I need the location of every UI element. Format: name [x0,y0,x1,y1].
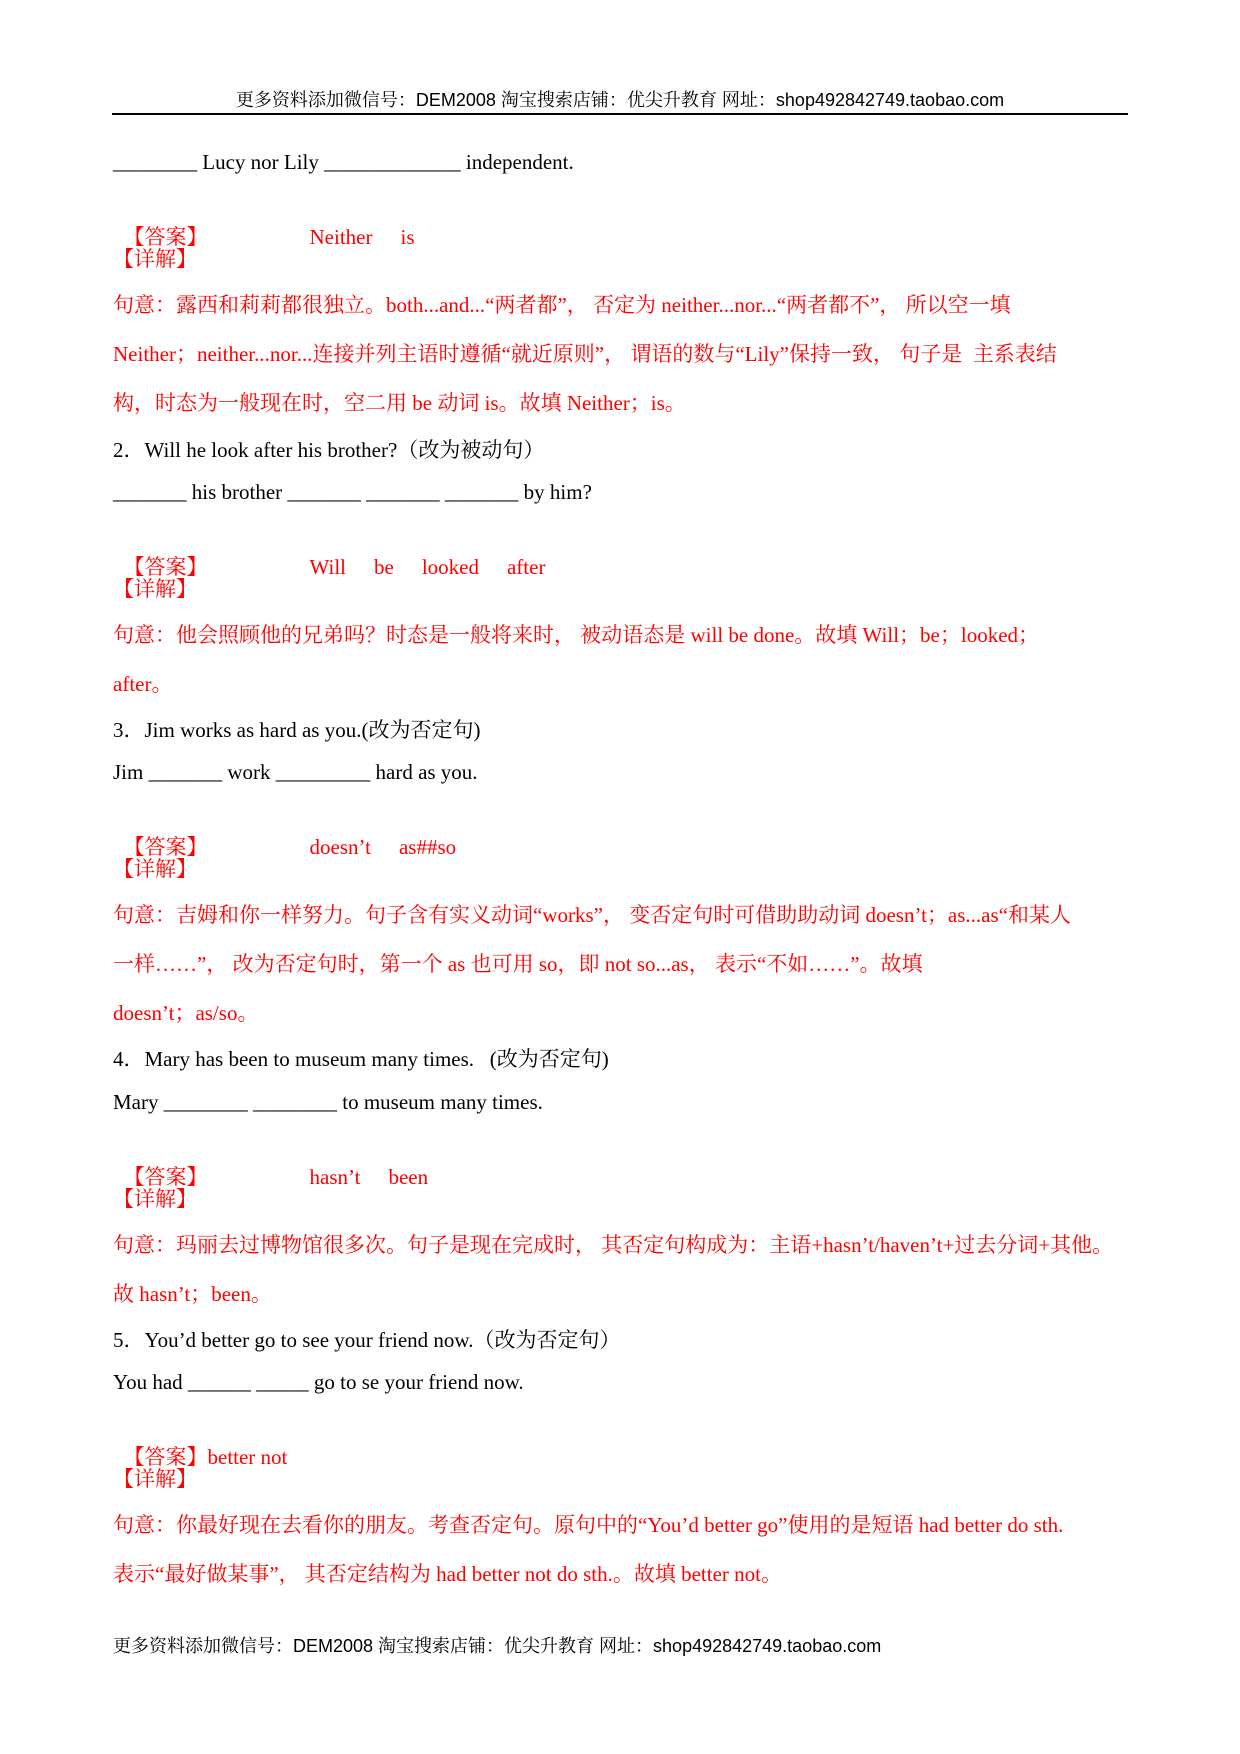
q2-explanation-line-1: 句意：他会照顾他的兄弟吗？时态是一般将来时， 被动语态是 will be done。故填 Will；be；looked； [113,623,1040,647]
page-header: 更多资料添加微信号：DEM2008 淘宝搜索店铺：优尖升教育 网址：shop492842749.taobao.com [235,90,1005,110]
q2-answer-4: after [506,555,546,579]
q1-detail-label: 【详解】 [113,247,197,271]
q1-explanation-line-1: 句意：露西和莉莉都很独立。both...and...“两者都”， 否定为 neither...nor...“两者都不”， 所以空一填 [113,293,1011,317]
answer-label: 【答案】 [123,555,208,579]
q1-explanation-line-3: 构，时态为一般现在时，空二用 be 动词 is。故填 Neither；is。 [113,391,686,415]
q3-answer-1: doesn’t [309,835,371,859]
q4-answer-2: been [388,1165,429,1189]
q4-explanation-line-2: 故 hasn’t；been。 [113,1282,272,1306]
q3-explanation-line-1: 句意：吉姆和你一样努力。句子含有实义动词“works”， 变否定句时可借助助动词 doesn’t；as...as“和某人 [113,903,1071,927]
answer-label: 【答案】 [123,225,208,249]
q2-explanation-line-2: after。 [113,672,173,696]
q5-fill: You had ______ _____ go to se your friend now. [113,1370,524,1394]
q3-explanation-line-3: doesn’t；as/so。 [113,1001,259,1025]
q4-question: 4．Mary has been to museum many times. (改为否定句) [113,1047,609,1071]
q5-explanation-line-1: 句意：你最好现在去看你的朋友。考查否定句。原句中的“You’d better go”使用的是短语 had better do sth. [113,1513,1064,1537]
q4-fill: Mary ________ ________ to museum many times. [113,1090,543,1114]
q1-explanation-line-2: Neither；neither...nor...连接并列主语时遵循“就近原则”， 谓语的数与“Lily”保持一致， 句子是 主系表结 [113,342,1057,366]
q3-detail-label: 【详解】 [113,857,197,881]
q3-fill: Jim _______ work _________ hard as you. [113,760,478,784]
q1-question: ________ Lucy nor Lily _____________ independent. [113,150,574,174]
q3-explanation-line-2: 一样……”， 改为否定句时，第一个 as 也可用 so，即 not so...as， 表示“不如……”。故填 [113,952,923,976]
q2-fill: _______ his brother _______ _______ _______ by him? [113,480,592,504]
q5-question: 5．You’d better go to see your friend now.（改为否定句） [113,1328,621,1352]
header-divider [112,113,1128,115]
answer-label: 【答案】 [123,1165,208,1189]
q4-detail-label: 【详解】 [113,1187,197,1211]
page-footer: 更多资料添加微信号：DEM2008 淘宝搜索店铺：优尖升教育 网址：shop492842749.taobao.com [113,1636,882,1656]
q2-answer-3: looked [421,555,479,579]
q2-answer-2: be [373,555,394,579]
q4-explanation-line-1: 句意：玛丽去过博物馆很多次。句子是现在完成时， 其否定句构成为：主语+hasn’t/haven’t+过去分词+其他。 [113,1233,1114,1257]
q5-explanation-line-2: 表示“最好做某事”， 其否定结构为 had better not do sth.。故填 better not。 [113,1562,782,1586]
q5-answer-value: better not [207,1445,288,1469]
q3-answer-2: as##so [398,835,457,859]
q1-answer-1: Neither [309,225,373,249]
q2-question: 2．Will he look after his brother?（改为被动句） [113,438,545,462]
answer-label: 【答案】 [123,835,208,859]
q4-answer-1: hasn’t [309,1165,361,1189]
q3-question: 3．Jim works as hard as you.(改为否定句) [113,718,481,742]
q2-detail-label: 【详解】 [113,577,197,601]
q2-answer-1: Will [309,555,346,579]
q5-detail-label: 【详解】 [113,1467,197,1491]
answer-label: 【答案】 [123,1445,208,1469]
q1-answer-2: is [400,225,415,249]
